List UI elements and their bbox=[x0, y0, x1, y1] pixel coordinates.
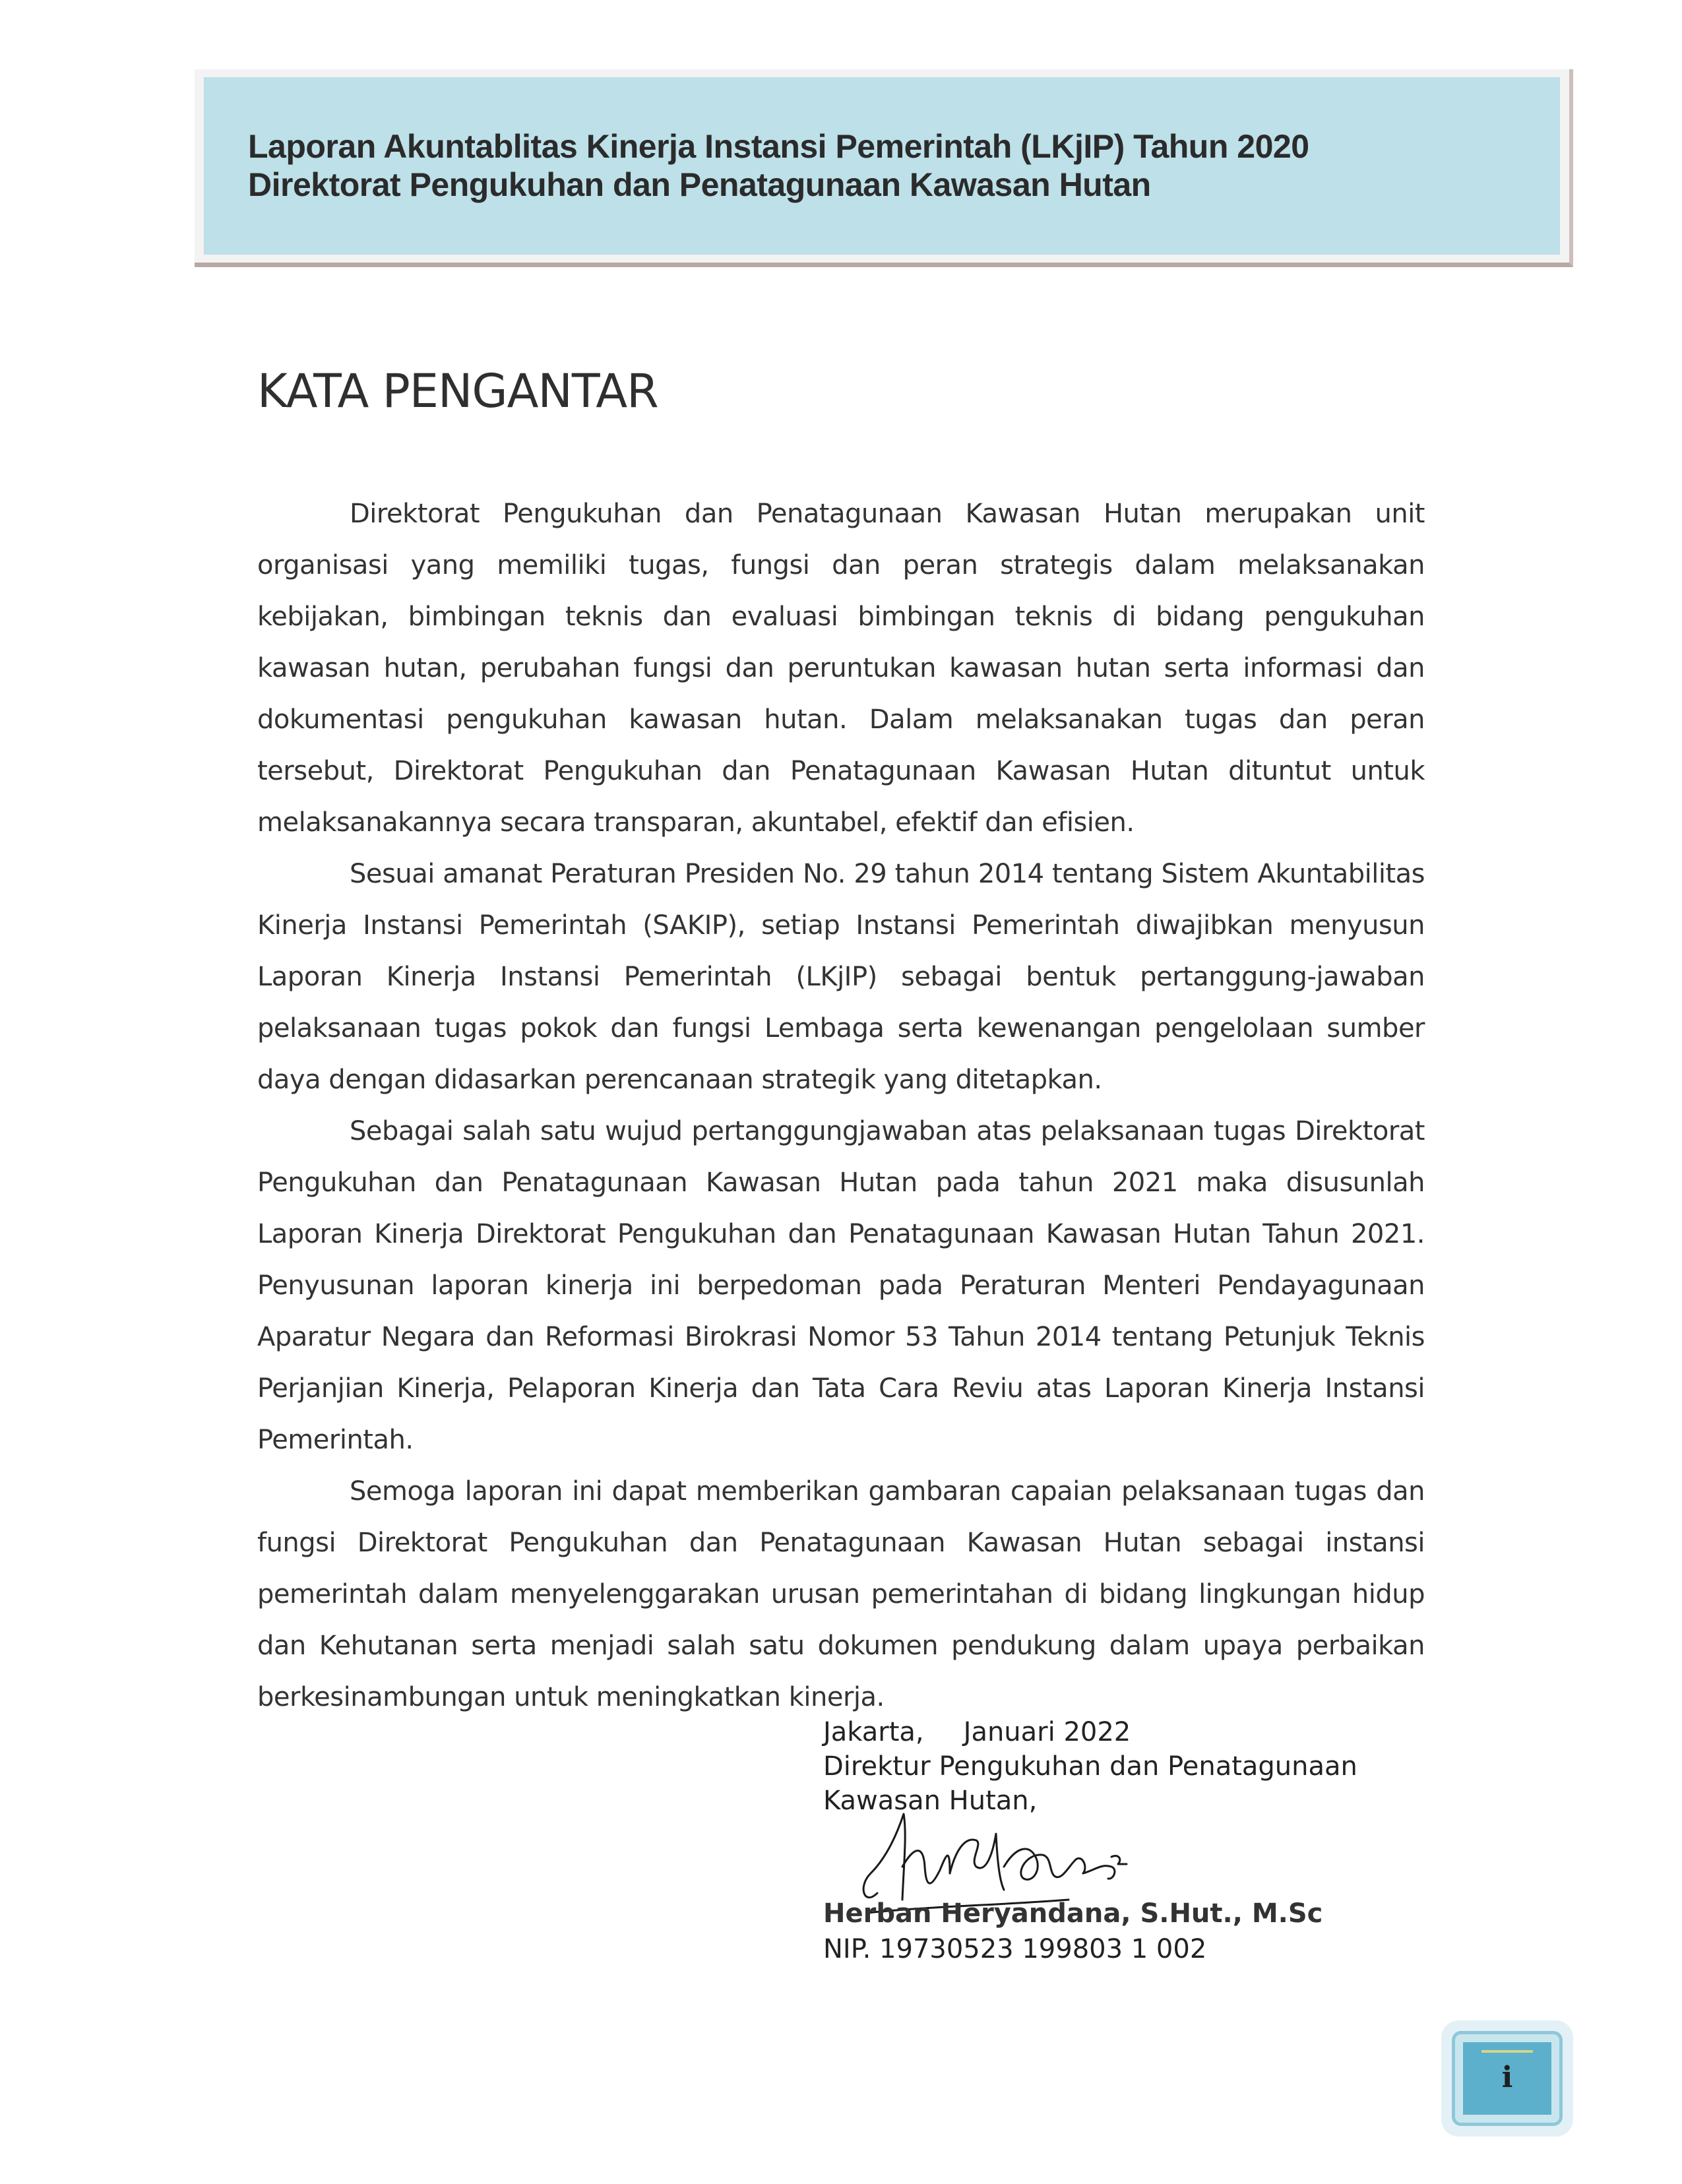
sign-city: Jakarta, bbox=[823, 1717, 924, 1747]
paragraph-2: Sesuai amanat Peraturan Presiden No. 29 tahun 2014 tentang Sistem Akuntabilitas Kinerja Instansi Pemerintah (SAKIP), setiap Instansi Pemerintah diwajibkan menyusun Laporan Kinerja Instansi Pemerintah (LKjIP) sebagai bentuk pertanggung-jawaban pelaksanaan tugas pokok dan fungsi Lembaga serta kewenangan pengelolaan sumber daya dengan didasarkan perencanaan strategik yang ditetapkan. bbox=[257, 859, 1425, 1095]
sign-position-line2: Kawasan Hutan, bbox=[823, 1786, 1038, 1816]
page-number: i bbox=[1501, 2061, 1513, 2094]
page-badge-core bbox=[1463, 2042, 1551, 2115]
page-number-badge bbox=[1441, 2020, 1573, 2137]
signatory-name: Herban Heryandana, S.Hut., M.Sc bbox=[823, 1898, 1323, 1929]
page-badge-frame bbox=[1452, 2031, 1563, 2126]
report-header bbox=[195, 69, 1573, 267]
sign-position-line1: Direktur Pengukuhan dan Penatagunaan bbox=[823, 1751, 1357, 1782]
signatory-nip: NIP. 19730523 199803 1 002 bbox=[823, 1934, 1207, 1964]
body-text bbox=[257, 488, 1425, 1723]
report-header-box bbox=[204, 77, 1560, 255]
report-header-subtitle: Direktorat Pengukuhan dan Penatagunaan Kawasan Hutan bbox=[248, 166, 1151, 203]
sign-place-date bbox=[823, 1715, 1417, 1749]
paragraph-3: Sebagai salah satu wujud pertanggungjawaban atas pelaksanaan tugas Direktorat Pengukuhan dan Penatagunaan Kawasan Hutan pada tahun 2021 maka disusunlah Laporan Kinerja Direktorat Pengukuhan dan Penatagunaan Kawasan Hutan Tahun 2021. Penyusunan laporan kinerja ini berpedoman pada Peraturan Menteri Pendayagunaan Aparatur Negara dan Reformasi Birokrasi Nomor 53 Tahun 2014 tentang Petunjuk Teknis Perjanjian Kinerja, Pelaporan Kinerja dan Tata Cara Reviu atas Laporan Kinerja Instansi Pemerintah. bbox=[257, 1116, 1425, 1455]
sign-date: Januari 2022 bbox=[963, 1717, 1131, 1747]
paragraph-1: Direktorat Pengukuhan dan Penatagunaan Kawasan Hutan merupakan unit organisasi yang memiliki tugas, fungsi dan peran strategis dalam melaksanakan kebijakan, bimbingan teknis dan evaluasi bimbingan teknis di bidang pengukuhan kawasan hutan, perubahan fungsi dan peruntukan kawasan hutan serta informasi dan dokumentasi pengukuhan kawasan hutan. Dalam melaksanakan tugas dan peran tersebut, Direktorat Pengukuhan dan Penatagunaan Kawasan Hutan dituntut untuk melaksanakannya secara transparan, akuntabel, efektif dan efisien. bbox=[257, 499, 1425, 838]
page-title: KATA PENGANTAR bbox=[257, 364, 658, 418]
report-header-title: Laporan Akuntablitas Kinerja Instansi Pemerintah (LKjIP) Tahun 2020 bbox=[248, 128, 1309, 165]
signature-block bbox=[823, 1715, 1417, 1818]
page-badge-accent-bar bbox=[1481, 2050, 1533, 2053]
paragraph-4: Semoga laporan ini dapat memberikan gambaran capaian pelaksanaan tugas dan fungsi Direktorat Pengukuhan dan Penatagunaan Kawasan Hutan sebagai instansi pemerintah dalam menyelenggarakan urusan pemerintahan di bidang lingkungan hidup dan Kehutanan serta menjadi salah satu dokumen pendukung dalam upaya perbaikan berkesinambungan untuk meningkatkan kinerja. bbox=[257, 1476, 1425, 1712]
